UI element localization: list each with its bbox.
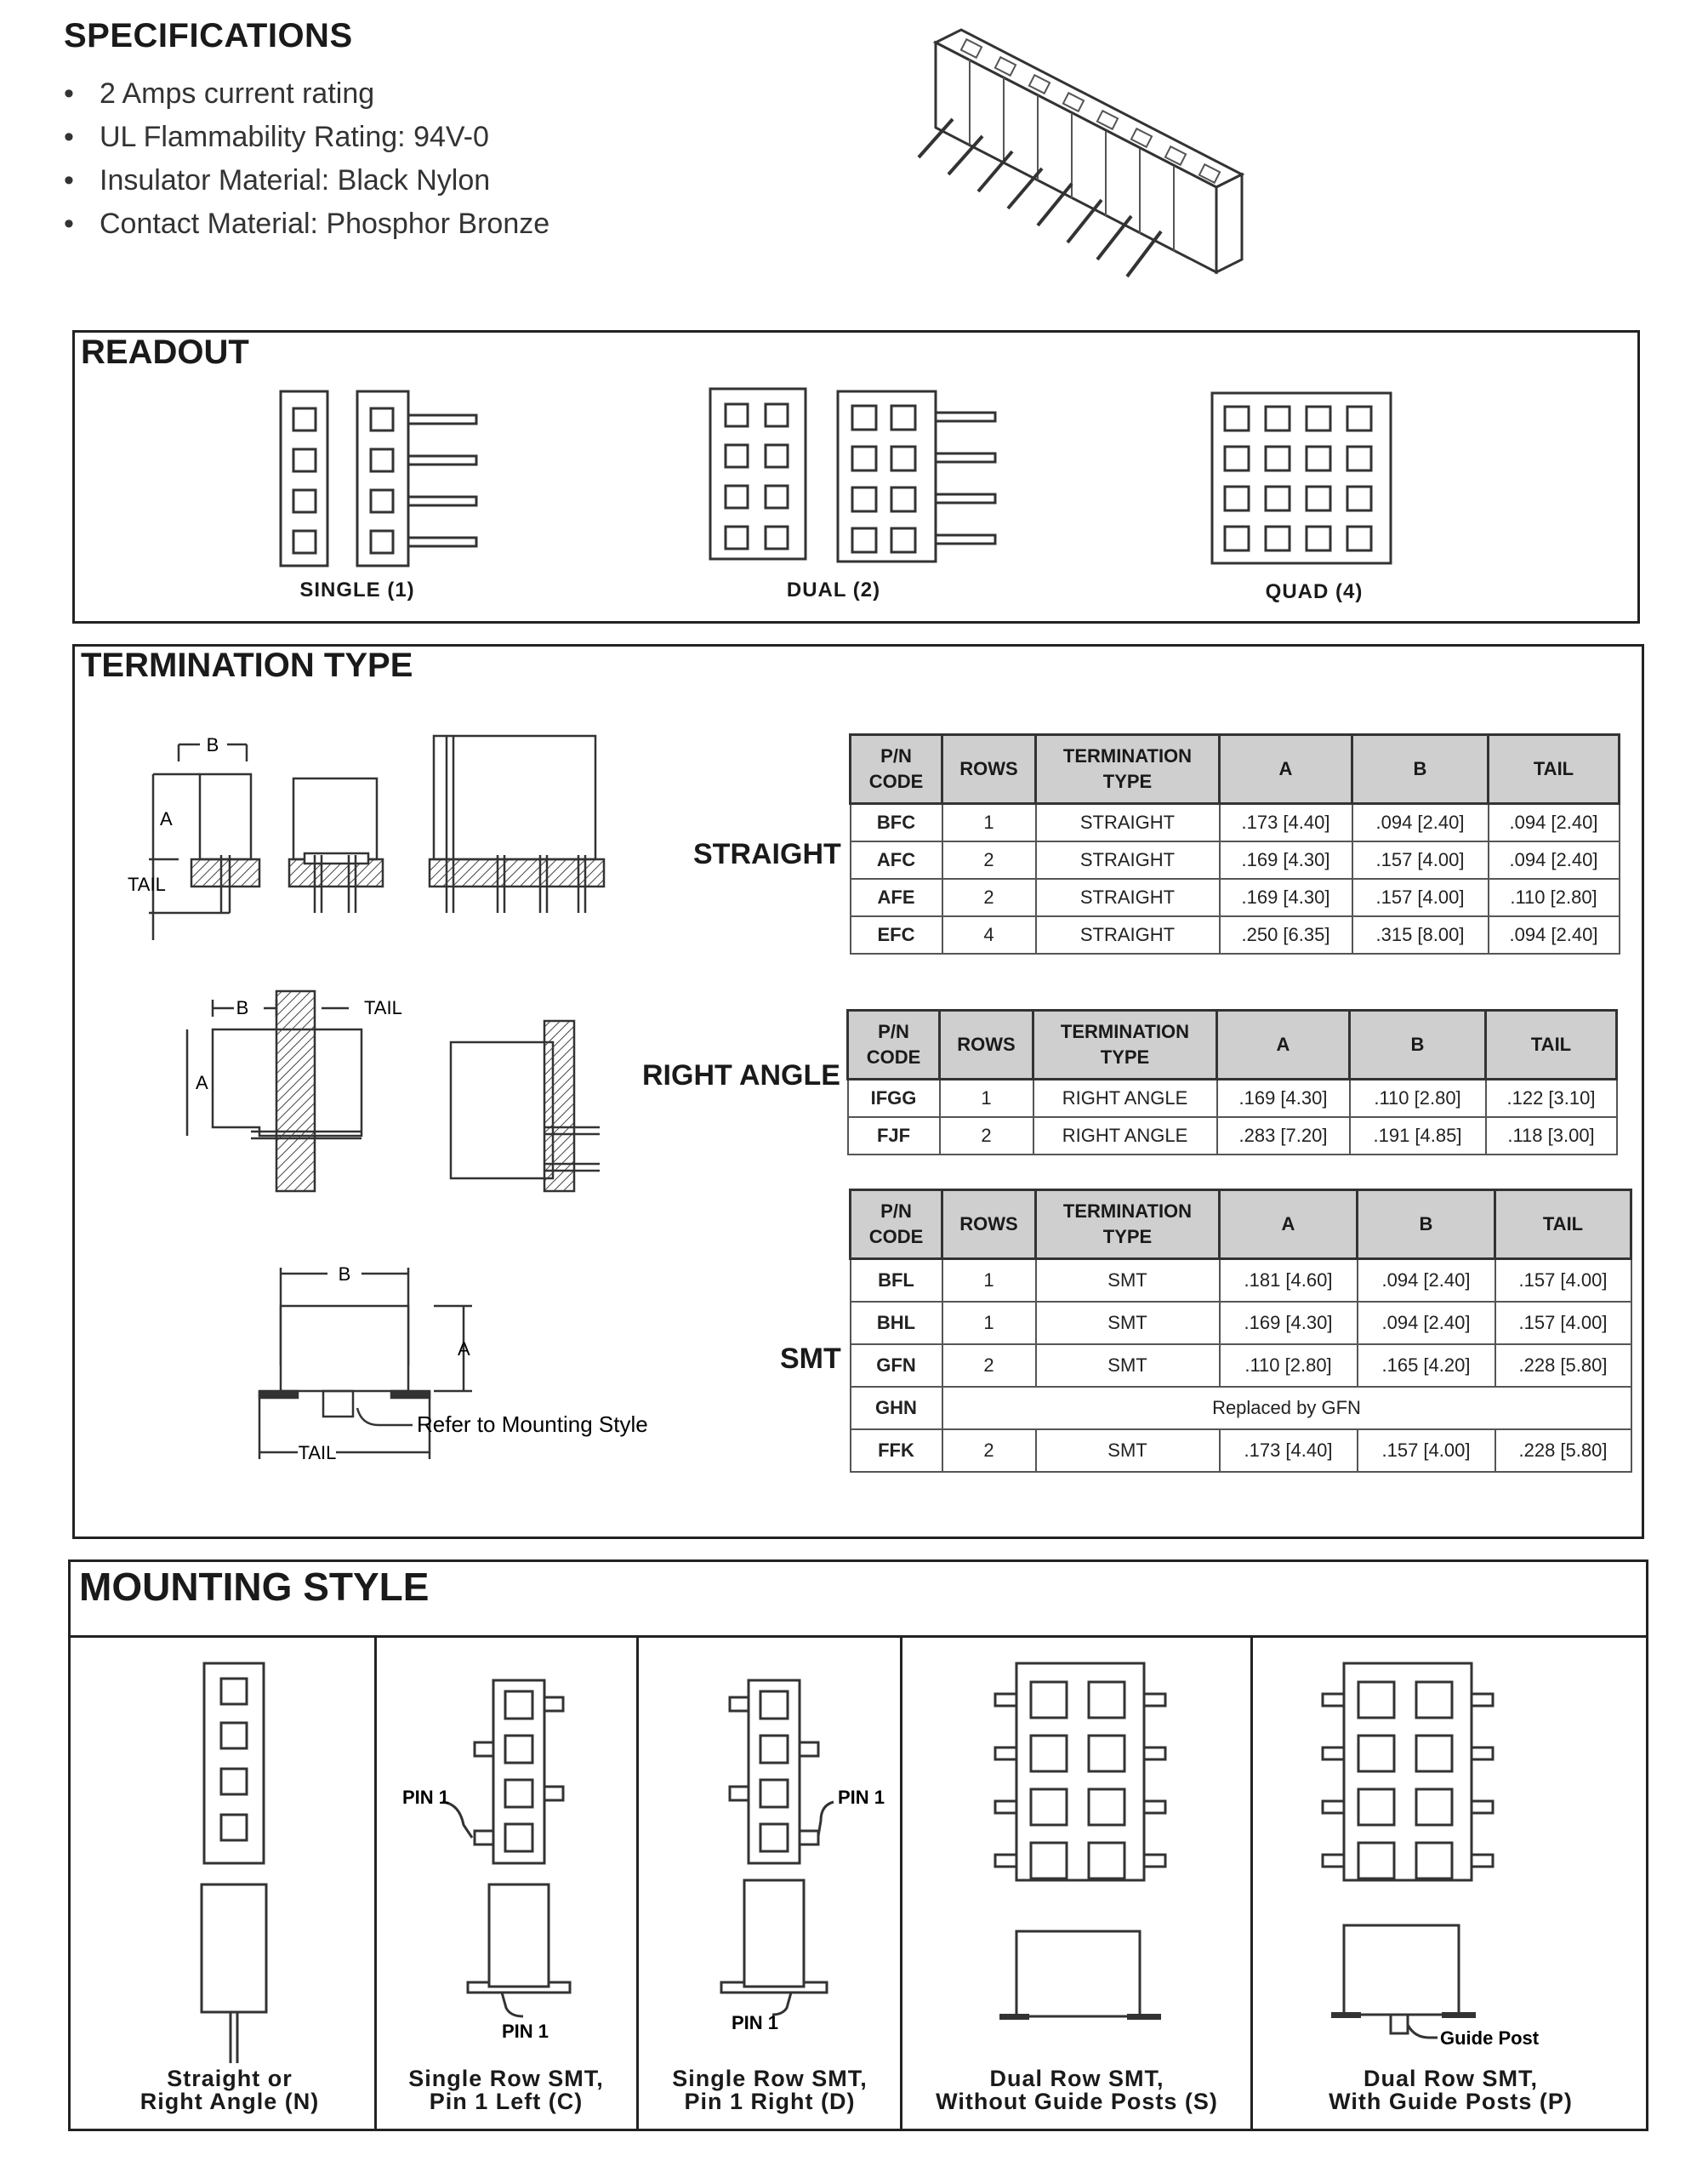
smt-table xyxy=(849,1189,1632,1473)
group-label-straight: STRAIGHT xyxy=(693,838,841,870)
mounting-pin1-left-diagram xyxy=(400,1676,621,2050)
table-header-row xyxy=(848,1011,1617,1080)
col-header-tail: TAIL xyxy=(1489,735,1620,804)
column-divider xyxy=(900,1638,902,2131)
dim-tail-label-smt: TAIL xyxy=(298,1442,337,1463)
dim-a-label-smt: A xyxy=(458,1338,470,1360)
mounting-title: MOUNTING STYLE xyxy=(79,1565,430,1609)
refer-mounting-label: Refer to Mounting Style xyxy=(417,1411,648,1437)
table-row: FJF 2 RIGHT ANGLE .283 [7.20] .191 [4.85] .118 [3.00] xyxy=(848,1117,1617,1155)
readout-single-diagram xyxy=(272,387,493,570)
spec-item: • UL Flammability Rating: 94V-0 xyxy=(64,116,549,159)
dim-tail-label: TAIL xyxy=(128,874,166,895)
mounting-pin1-right-diagram xyxy=(655,1676,893,2050)
table-row: GHN Replaced by GFN xyxy=(851,1387,1631,1429)
col-header-tail: TAIL xyxy=(1486,1011,1617,1080)
col-header-rows: ROWS xyxy=(942,735,1036,804)
table-row: BFC 1 STRAIGHT .173 [4.40] .094 [2.40] .094 [2.40] xyxy=(851,804,1620,842)
straight-table xyxy=(849,733,1620,955)
table-header-row xyxy=(851,1190,1631,1259)
column-divider xyxy=(1250,1638,1253,2131)
column-divider xyxy=(636,1638,639,2131)
readout-title: READOUT xyxy=(81,334,249,371)
specifications-list xyxy=(64,72,549,246)
col-header-b: B xyxy=(1350,1011,1486,1080)
connector-illustration xyxy=(902,17,1259,298)
readout-caption-single: SINGLE (1) xyxy=(299,579,415,602)
right-angle-table xyxy=(846,1009,1618,1155)
spec-item: • 2 Amps current rating xyxy=(64,72,549,116)
readout-caption-quad: QUAD (4) xyxy=(1265,580,1364,603)
mounting-dual-guide-posts-diagram xyxy=(1314,1663,1595,2055)
readout-quad-diagram xyxy=(1208,391,1395,570)
col-header-b: B xyxy=(1352,735,1489,804)
col-header-rows: ROWS xyxy=(940,1011,1033,1080)
guide-post-label: Guide Post xyxy=(1440,2027,1540,2049)
col-header-tail: TAIL xyxy=(1495,1190,1631,1259)
col-header-pn-code: P/N CODE xyxy=(851,1190,942,1259)
pin1-label: PIN 1 xyxy=(402,1787,450,1808)
spec-item: • Insulator Material: Black Nylon xyxy=(64,159,549,202)
col-header-termination-type: TERMINATION TYPE xyxy=(1036,1190,1220,1259)
dim-b-label-ra: B xyxy=(236,997,249,1018)
specifications-title: SPECIFICATIONS xyxy=(64,17,353,54)
col-header-pn-code: P/N CODE xyxy=(848,1011,940,1080)
table-header-row xyxy=(851,735,1620,804)
col-header-a: A xyxy=(1220,735,1352,804)
dim-a-label: A xyxy=(160,808,173,830)
replaced-note: Replaced by GFN xyxy=(942,1387,1631,1429)
table-row: AFC 2 STRAIGHT .169 [4.30] .157 [4.00] .094 [2.40] xyxy=(851,841,1620,879)
table-row: BFL 1 SMT .181 [4.60] .094 [2.40] .157 [4.00] xyxy=(851,1259,1631,1302)
col-header-pn-code: P/N CODE xyxy=(851,735,942,804)
spec-item: • Contact Material: Phosphor Bronze xyxy=(64,202,549,246)
col-header-a: A xyxy=(1220,1190,1358,1259)
dim-b-label-smt: B xyxy=(338,1263,351,1285)
smt-termination-diagram xyxy=(247,1255,689,1468)
table-row: FFK 2 SMT .173 [4.40] .157 [4.00] .228 [5.80] xyxy=(851,1429,1631,1472)
readout-caption-dual: DUAL (2) xyxy=(786,579,881,602)
col-header-rows: ROWS xyxy=(942,1190,1036,1259)
mounting-caption-d: Single Row SMT, Pin 1 Right (D) xyxy=(672,2066,868,2114)
pin1-label: PIN 1 xyxy=(732,2012,779,2033)
pin1-label: PIN 1 xyxy=(838,1787,885,1808)
column-divider xyxy=(374,1638,377,2131)
mounting-title-divider xyxy=(68,1635,1648,1638)
pin1-label: PIN 1 xyxy=(502,2021,549,2042)
col-header-termination-type: TERMINATION TYPE xyxy=(1036,735,1220,804)
readout-dual-diagram xyxy=(706,387,1012,570)
right-angle-termination-diagram xyxy=(170,987,612,1200)
straight-termination-diagram xyxy=(111,727,621,949)
mounting-caption-n: Straight or Right Angle (N) xyxy=(139,2066,320,2114)
group-label-right-angle: RIGHT ANGLE xyxy=(642,1059,840,1092)
table-row: BHL 1 SMT .169 [4.30] .094 [2.40] .157 [4.00] xyxy=(851,1302,1631,1344)
group-label-smt: SMT xyxy=(780,1343,841,1375)
dim-tail-label-ra: TAIL xyxy=(364,997,402,1018)
col-header-termination-type: TERMINATION TYPE xyxy=(1033,1011,1217,1080)
mounting-straight-diagram xyxy=(191,1663,285,2063)
col-header-a: A xyxy=(1217,1011,1350,1080)
table-row: AFE 2 STRAIGHT .169 [4.30] .157 [4.00] .110 [2.80] xyxy=(851,879,1620,916)
table-row: IFGG 1 RIGHT ANGLE .169 [4.30] .110 [2.80] .122 [3.10] xyxy=(848,1080,1617,1118)
mounting-caption-p: Dual Row SMT, With Guide Posts (P) xyxy=(1329,2066,1573,2114)
mounting-caption-s: Dual Row SMT, Without Guide Posts (S) xyxy=(936,2066,1218,2114)
col-header-b: B xyxy=(1358,1190,1495,1259)
mounting-dual-no-posts-diagram xyxy=(987,1663,1174,2021)
dim-b-label: B xyxy=(206,734,219,755)
termination-title: TERMINATION TYPE xyxy=(81,647,413,684)
mounting-caption-c: Single Row SMT, Pin 1 Left (C) xyxy=(408,2066,604,2114)
dim-a-label-ra: A xyxy=(196,1072,208,1093)
table-row: GFN 2 SMT .110 [2.80] .165 [4.20] .228 [5.80] xyxy=(851,1344,1631,1387)
table-row: EFC 4 STRAIGHT .250 [6.35] .315 [8.00] .094 [2.40] xyxy=(851,916,1620,954)
